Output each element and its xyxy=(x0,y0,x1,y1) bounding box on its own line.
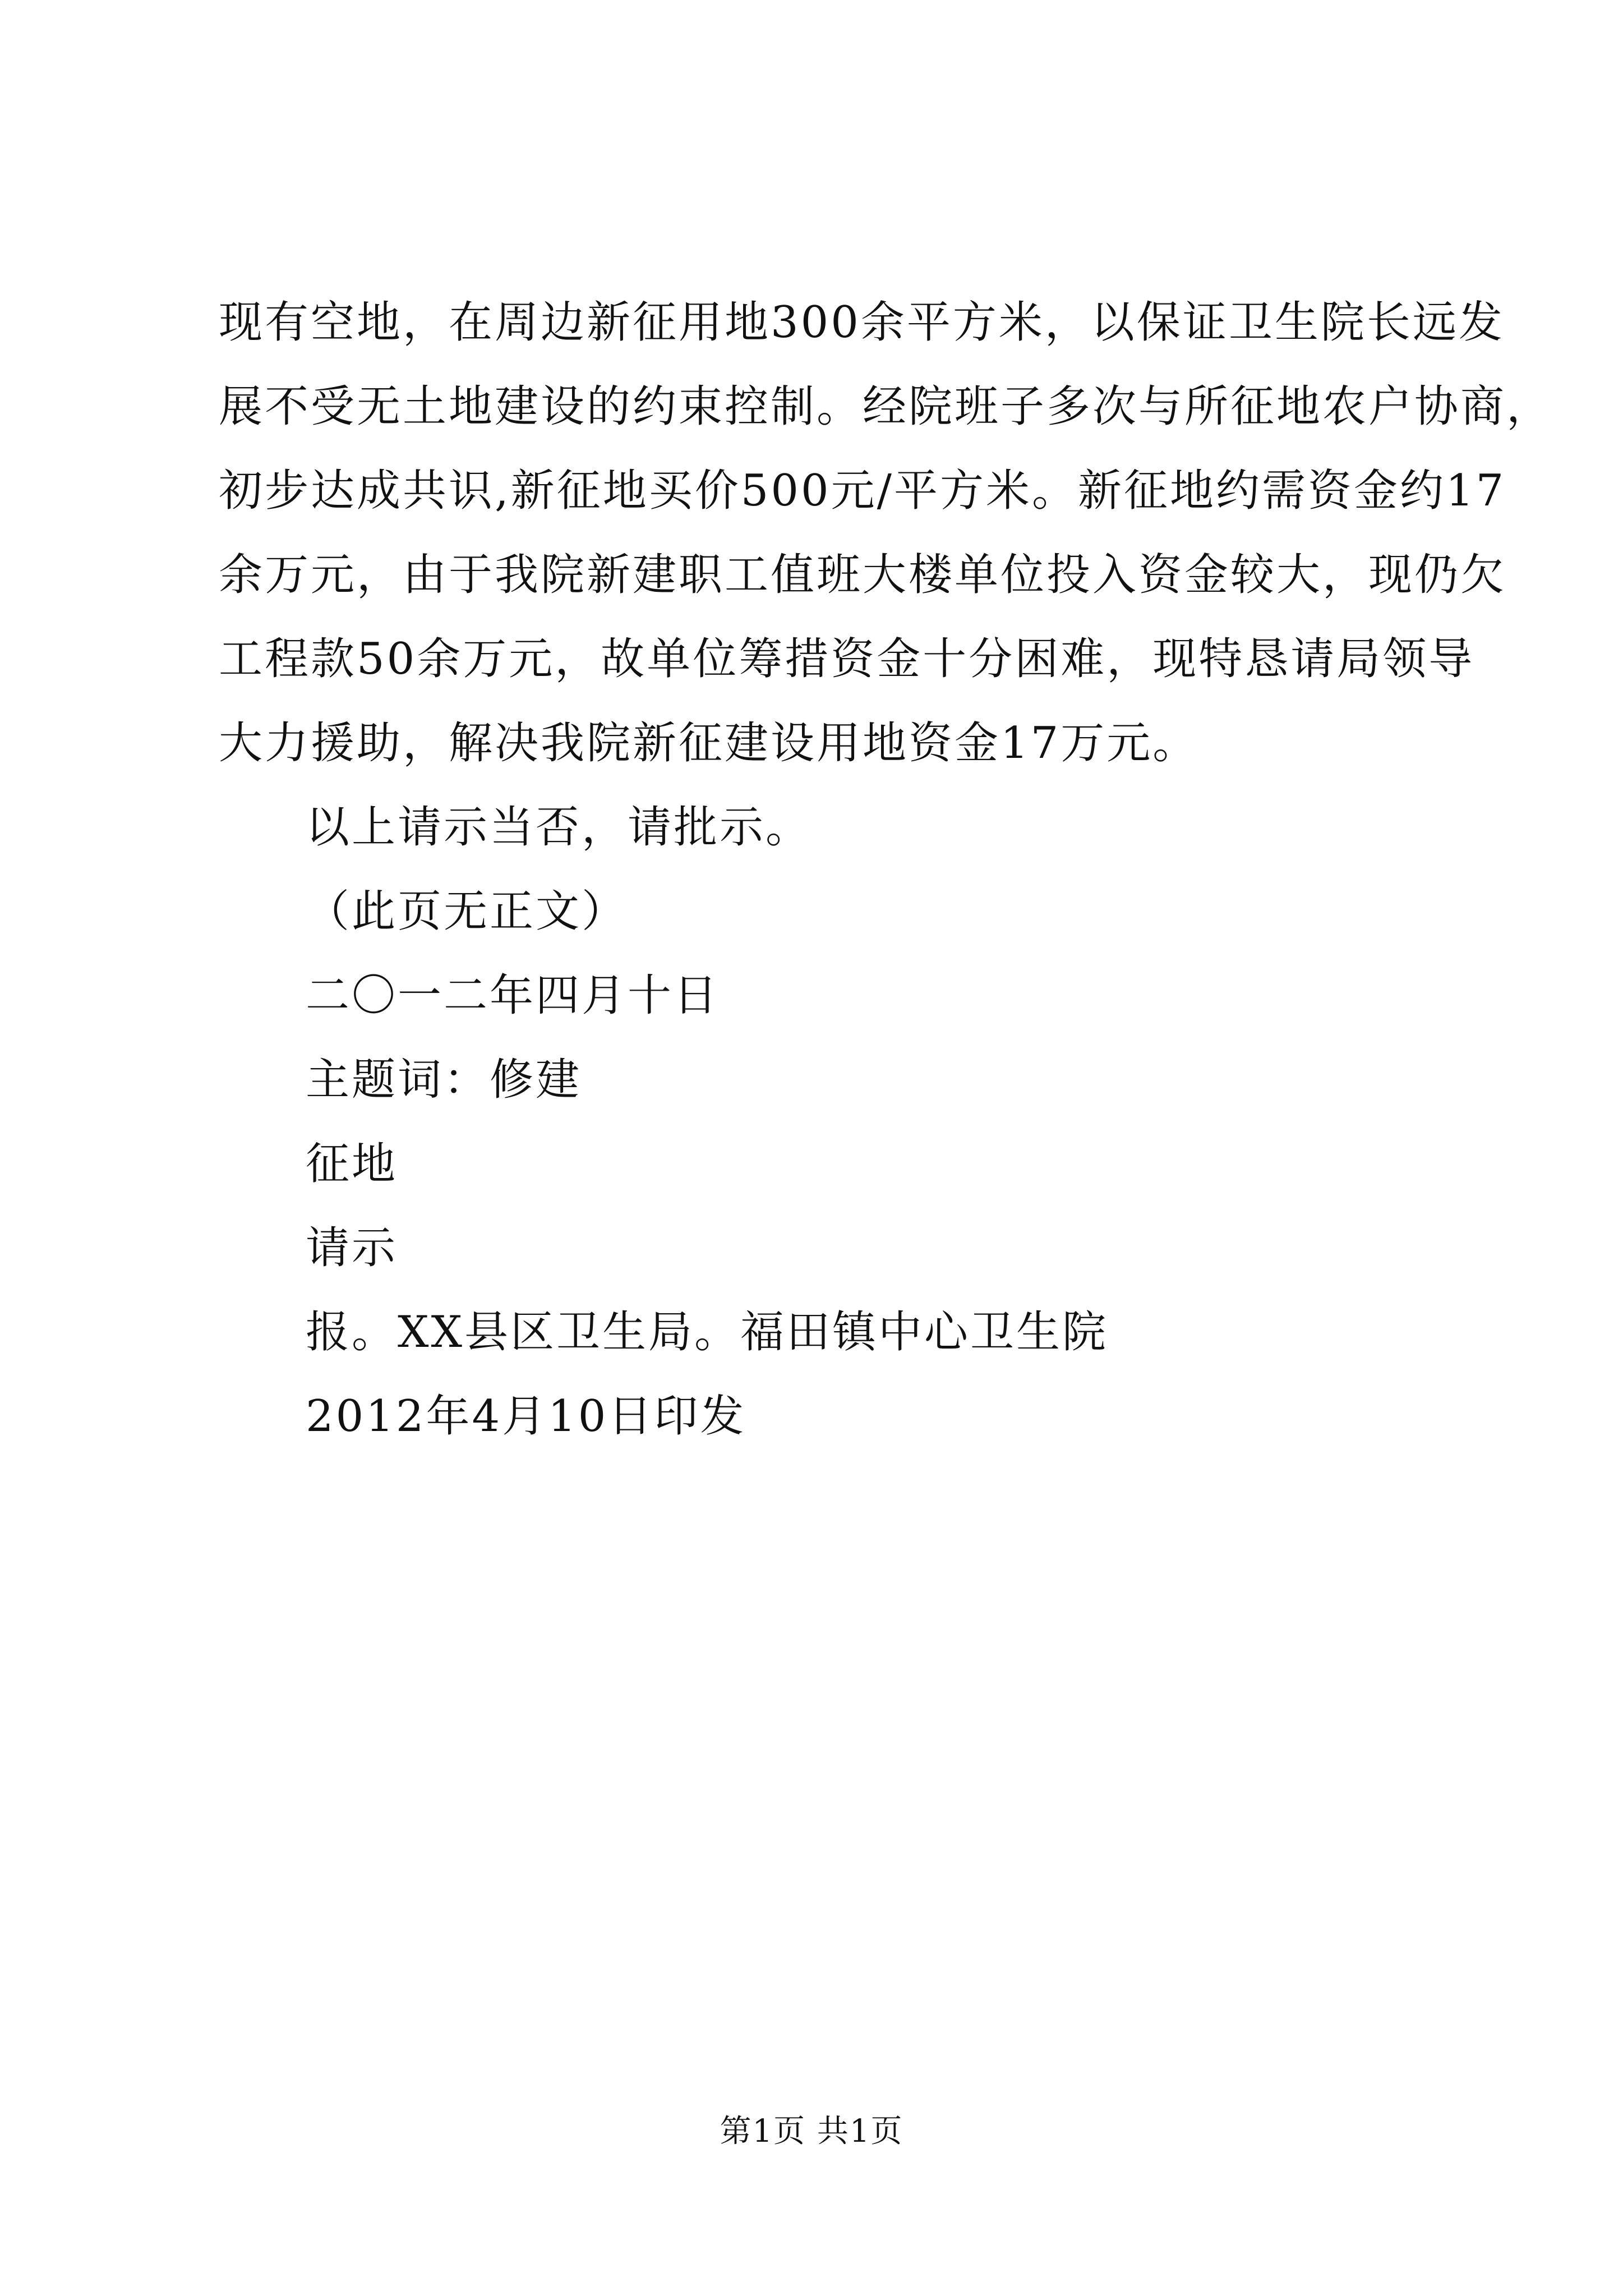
paragraph-line-1: 现有空地，在周边新征用地300余平方米，以保证卫生院长远发 xyxy=(219,297,1505,348)
subject-words: 主题词：修建 xyxy=(306,1055,582,1105)
no-text-note: （此页无正文） xyxy=(306,886,628,937)
distribution-line: 报。XX县区卫生局。福田镇中心卫生院 xyxy=(306,1307,1109,1358)
paragraph-line-5: 工程款50余万元，故单位筹措资金十分困难，现特恳请局领导 xyxy=(219,634,1475,684)
document-date: 二〇一二年四月十日 xyxy=(306,970,720,1021)
paragraph-line-2: 展不受无土地建设的约束控制。经院班子多次与所征地农户协商， xyxy=(219,381,1553,432)
paragraph-line-4: 余万元，由于我院新建职工值班大楼单位投入资金较大，现仍欠 xyxy=(219,550,1507,600)
document-body xyxy=(219,280,1553,1458)
subject-word-land: 征地 xyxy=(306,1139,398,1189)
paragraph-line-6: 大力援助，解决我院新征建设用地资金17万元。 xyxy=(219,718,1199,769)
printed-date: 2012年4月10日印发 xyxy=(306,1391,746,1442)
closing-request: 以上请示当否，请批示。 xyxy=(306,802,812,853)
subject-word-request: 请示 xyxy=(306,1223,398,1273)
paragraph-line-3: 初步达成共识,新征地买价500元/平方米。新征地约需资金约17 xyxy=(219,466,1506,516)
page-footer: 第1页 共1页 xyxy=(720,2113,903,2150)
